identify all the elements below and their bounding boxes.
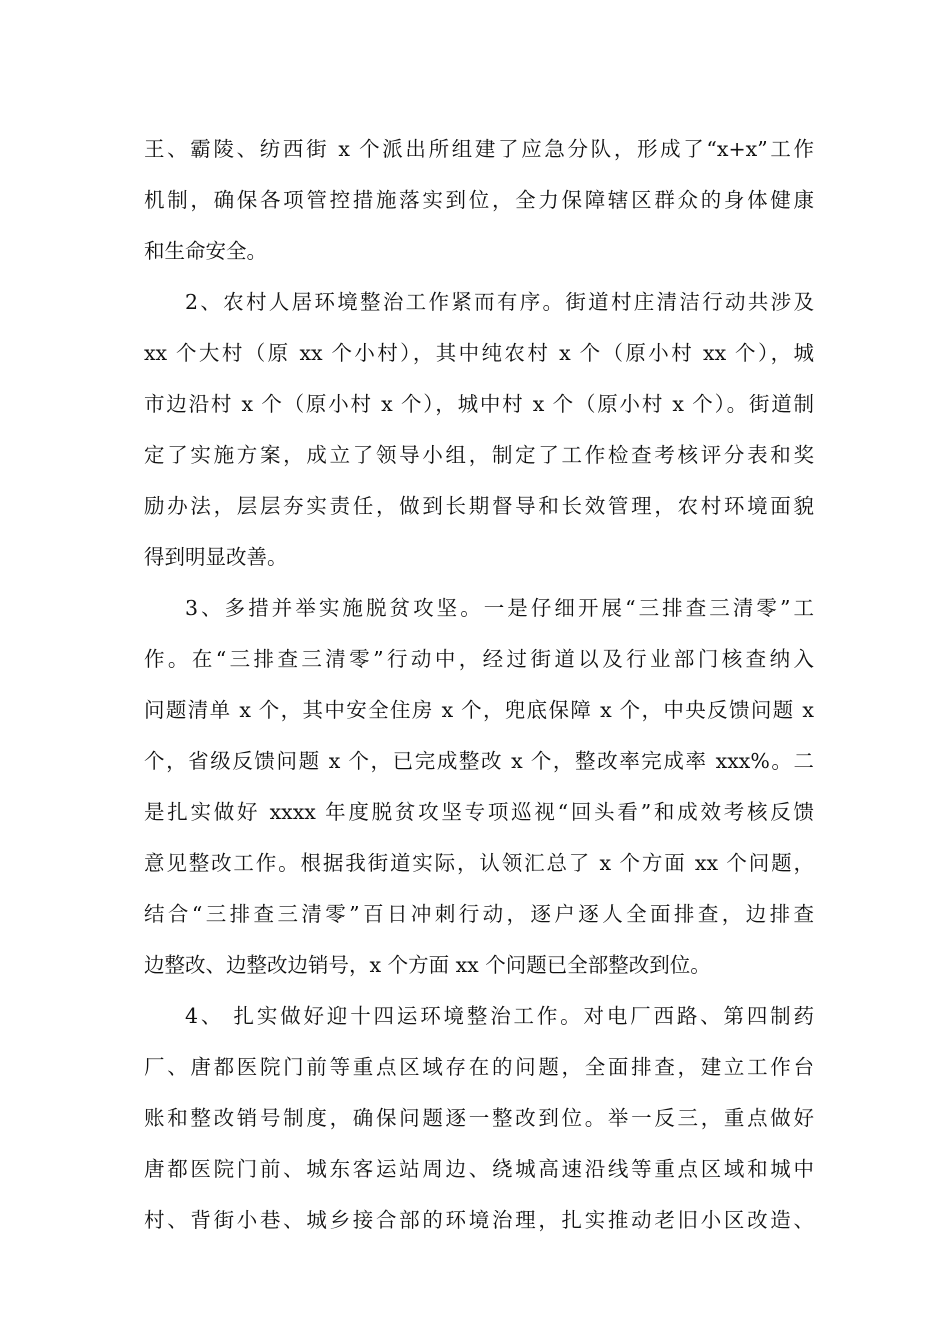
text-line: 和生命安全。 [144,239,267,263]
text-line: 作。在“三排查三清零”行动中，经过街道以及行业部门核查纳入 [144,647,814,671]
paragraph [144,124,814,277]
paragraph [144,991,814,1246]
text-line: 机制，确保各项管控措施落实到位，全力保障辖区群众的身体健康 [144,188,814,212]
text-line: 意见整改工作。根据我街道实际，认领汇总了 x 个方面 xx 个问题， [144,851,814,875]
text-line: 3、多措并举实施脱贫攻坚。一是仔细开展“三排查三清零”工 [185,596,814,620]
paragraph [144,583,814,991]
text-line: 唐都医院门前、城东客运站周边、绕城高速沿线等重点区域和城中 [144,1157,814,1181]
text-line: 得到明显改善。 [144,545,288,569]
text-line: 4、 扎实做好迎十四运环境整治工作。对电厂西路、第四制药 [185,1004,814,1028]
text-line: 2、农村人居环境整治工作紧而有序。街道村庄清洁行动共涉及 [185,290,814,314]
text-line: 村、背街小巷、城乡接合部的环境治理，扎实推动老旧小区改造、 [144,1208,814,1232]
document-body [144,124,814,1246]
text-line: 个，省级反馈问题 x 个，已完成整改 x 个，整改率完成率 xxx%。二 [144,749,814,773]
paragraph [144,277,814,583]
text-line: 王、霸陵、纺西街 x 个派出所组建了应急分队，形成了“x+x”工作 [144,137,814,161]
text-line: 账和整改销号制度，确保问题逐一整改到位。举一反三，重点做好 [144,1106,814,1130]
text-line: 问题清单 x 个，其中安全住房 x 个，兜底保障 x 个，中央反馈问题 x [144,698,814,722]
text-line: 定了实施方案，成立了领导小组，制定了工作检查考核评分表和奖 [144,443,814,467]
text-line: 励办法，层层夯实责任，做到长期督导和长效管理，农村环境面貌 [144,494,814,518]
text-line: 市边沿村 x 个（原小村 x 个），城中村 x 个（原小村 x 个）。街道制 [144,392,814,416]
text-line: xx 个大村（原 xx 个小村），其中纯农村 x 个（原小村 xx 个），城 [144,341,814,365]
text-line: 边整改、边整改边销号，x 个方面 xx 个问题已全部整改到位。 [144,953,711,977]
text-line: 厂、唐都医院门前等重点区域存在的问题，全面排查，建立工作台 [144,1055,814,1079]
text-line: 结合“三排查三清零”百日冲刺行动，逐户逐人全面排查，边排查 [144,902,814,926]
text-line: 是扎实做好 xxxx 年度脱贫攻坚专项巡视“回头看”和成效考核反馈 [144,800,814,824]
